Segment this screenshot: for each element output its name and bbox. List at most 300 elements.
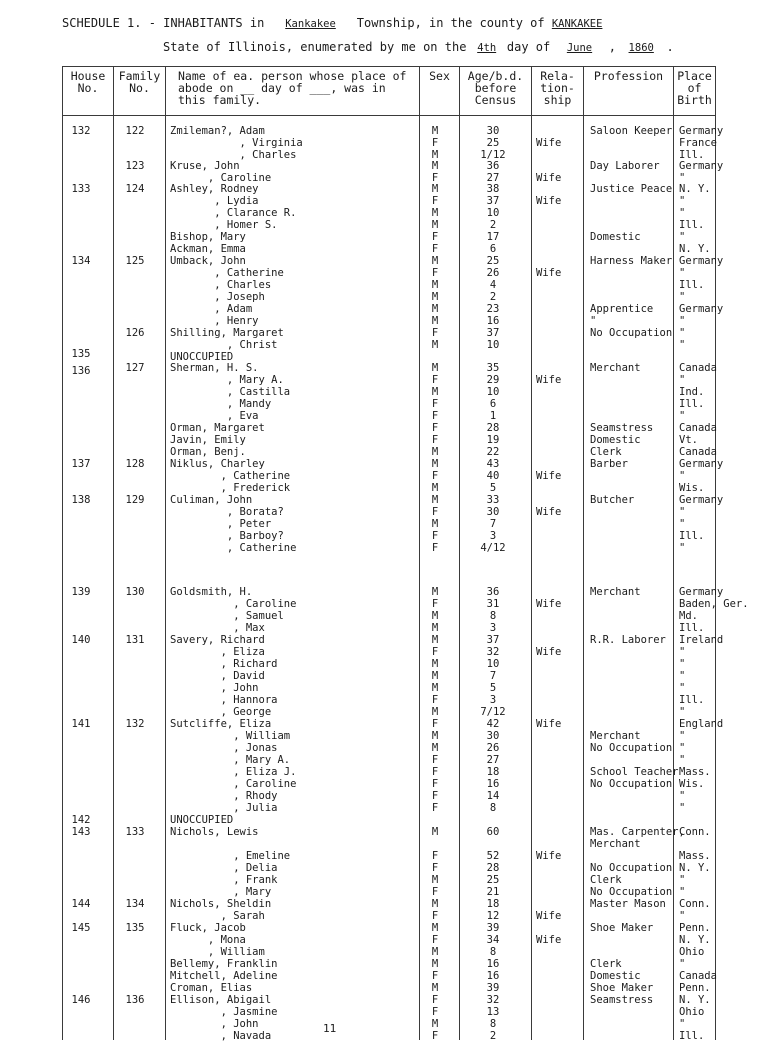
person-name-cell: , David [170,670,265,682]
table-top-rule [62,66,715,67]
relationship-cell: Wife [536,137,562,149]
sex-cell: F [431,970,439,982]
birthplace-cell: Conn. [679,826,711,838]
birthplace-cell: Ohio [679,946,705,958]
column-header-name: Name of ea. person whose place of abode on __ day of ___, was in this family. [178,69,407,107]
birthplace-cell: " [679,874,686,886]
birthplace-cell: " [679,958,686,970]
sex-cell: M [431,219,439,231]
sex-cell: M [431,315,439,327]
house-number-cell: 144 [71,898,91,910]
township-label: Township, in the county of [356,16,545,30]
profession-cell: No Occupation [590,862,673,874]
birthplace-cell: Mass. [679,766,711,778]
family-number-cell: 129 [125,494,145,506]
birthplace-cell: Germany [679,303,724,315]
sex-cell: F [431,470,439,482]
person-name-cell: , Lydia [170,195,259,207]
profession-cell: Saloon Keeper [590,125,673,137]
sex-cell: M [431,125,439,137]
house-number-cell: 134 [71,255,91,267]
sex-cell: F [431,137,439,149]
family-number-cell: 133 [125,826,145,838]
column-header-family: Family No. [118,69,161,95]
person-name-cell: , Delia [170,862,278,874]
age-cell: 40 [486,470,500,482]
age-cell: 2 [489,219,497,231]
profession-cell: Clerk [590,446,622,458]
age-cell: 23 [486,303,500,315]
family-number-cell: 128 [125,458,145,470]
age-cell: 32 [486,994,500,1006]
person-name-cell: , Hannora [170,694,278,706]
sex-cell: F [431,1030,439,1042]
birthplace-cell: " [679,754,686,766]
age-cell: 29 [486,374,500,386]
sex-cell: M [431,874,439,886]
family-number-cell: 135 [125,922,145,934]
person-name-cell: , Peter [170,518,272,530]
birthplace-cell: N. Y. [679,934,711,946]
birthplace-cell: N. Y. [679,994,711,1006]
person-name-cell: Ashley, Rodney [170,183,259,195]
profession-cell: No Occupation [590,778,673,790]
sex-cell: M [431,482,439,494]
sex-cell: M [431,658,439,670]
house-number-cell: 132 [71,125,91,137]
year-value: 1860 [628,42,654,54]
age-cell: 1/12 [480,149,506,161]
age-cell: 17 [486,231,500,243]
sex-cell: M [431,634,439,646]
sex-cell: M [431,255,439,267]
sex-cell: M [431,207,439,219]
age-cell: 8 [489,946,497,958]
sex-cell: F [431,778,439,790]
sex-cell: M [431,586,439,598]
profession-cell: Mas. Carpenter, [590,826,685,838]
person-name-cell: , Jonas [170,742,278,754]
sex-cell: F [431,530,439,542]
profession-cell: Domestic [590,231,641,243]
age-cell: 28 [486,862,500,874]
person-name-cell: , Caroline [170,172,272,184]
age-cell: 6 [489,243,497,255]
column-rule [62,66,63,1040]
age-cell: 19 [486,434,500,446]
house-number-cell: 146 [71,994,91,1006]
column-header-sex: Sex [429,69,450,83]
age-cell: 12 [486,910,500,922]
person-name-cell: , Emeline [170,850,291,862]
sex-cell: F [431,231,439,243]
sex-cell: F [431,790,439,802]
person-name-cell: , Mary A. [170,754,291,766]
profession-cell: Merchant [590,838,641,850]
age-cell: 3 [489,530,497,542]
birthplace-cell: Germany [679,458,724,470]
birthplace-cell: Germany [679,586,724,598]
person-name-cell: Croman, Elias [170,982,253,994]
age-cell: 25 [486,255,500,267]
day-value: 4th [477,42,497,54]
person-name-cell: , Henry [170,315,259,327]
birthplace-cell: " [679,742,686,754]
age-cell: 25 [486,137,500,149]
age-cell: 27 [486,754,500,766]
sex-cell: M [431,386,439,398]
birthplace-cell: " [679,730,686,742]
column-rule [165,66,166,1040]
sex-cell: F [431,398,439,410]
person-name-cell: , Max [170,622,265,634]
county-value: KANKAKEE [551,18,603,30]
age-cell: 28 [486,422,500,434]
age-cell: 8 [489,610,497,622]
relationship-cell: Wife [536,374,562,386]
house-number-cell: 138 [71,494,91,506]
profession-cell: Domestic [590,970,641,982]
family-number-cell: 132 [125,718,145,730]
person-name-cell: , Frank [170,874,278,886]
age-cell: 33 [486,494,500,506]
birthplace-cell: N. Y. [679,243,711,255]
sex-cell: F [431,243,439,255]
age-cell: 18 [486,898,500,910]
header-period: . [666,40,674,54]
birthplace-cell: " [679,518,686,530]
age-cell: 26 [486,267,500,279]
profession-cell: School Teacher [590,766,679,778]
birthplace-cell: Ill. [679,622,705,634]
person-name-cell: , Eva [170,410,259,422]
sex-cell: M [431,610,439,622]
birthplace-cell: Ind. [679,386,705,398]
sex-cell: F [431,934,439,946]
birthplace-cell: Penn. [679,982,711,994]
person-name-cell: Bellemy, Franklin [170,958,278,970]
person-name-cell: , Caroline [170,598,297,610]
relationship-cell: Wife [536,267,562,279]
person-name-cell: Mitchell, Adeline [170,970,278,982]
township-value: Kankakee [285,18,336,30]
age-cell: 14 [486,790,500,802]
sex-cell: F [431,410,439,422]
sex-cell: M [431,826,439,838]
age-cell: 5 [489,682,497,694]
person-name-cell: , Richard [170,658,278,670]
age-cell: 7 [489,518,497,530]
birthplace-cell: " [679,682,686,694]
age-cell: 43 [486,458,500,470]
person-name-cell: UNOCCUPIED [170,814,234,826]
sex-cell: F [431,886,439,898]
column-rule [673,66,674,1040]
sex-cell: F [431,374,439,386]
person-name-cell: Fluck, Jacob [170,922,246,934]
birthplace-cell: " [679,410,686,422]
sex-cell: F [431,802,439,814]
sex-cell: M [431,494,439,506]
age-cell: 2 [489,1030,497,1042]
house-number-cell: 140 [71,634,91,646]
birthplace-cell: Baden, Ger. [679,598,749,610]
sex-cell: F [431,267,439,279]
person-name-cell: , Borata? [170,506,284,518]
birthplace-cell: " [679,790,686,802]
column-rule [419,66,420,1040]
sex-cell: M [431,160,439,172]
profession-cell: Merchant [590,730,641,742]
column-header-house: House No. [70,69,106,95]
profession-cell: Merchant [590,362,641,374]
age-cell: 52 [486,850,500,862]
age-cell: 39 [486,982,500,994]
birthplace-cell: Vt. [679,434,698,446]
family-number-cell: 131 [125,634,145,646]
birthplace-cell: " [679,506,686,518]
birthplace-cell: Canada [679,970,717,982]
profession-cell: Merchant [590,586,641,598]
relationship-cell: Wife [536,850,562,862]
person-name-cell: , Eliza J. [170,766,297,778]
sex-cell: F [431,754,439,766]
person-name-cell: , Samuel [170,610,284,622]
sex-cell: F [431,694,439,706]
column-rule [113,66,114,1040]
sex-cell: M [431,982,439,994]
sex-cell: M [431,670,439,682]
person-name-cell: , John [170,682,259,694]
birthplace-cell: " [679,646,686,658]
age-cell: 16 [486,778,500,790]
sex-cell: F [431,422,439,434]
age-cell: 4 [489,279,497,291]
birthplace-cell: Ill. [679,1030,705,1042]
relationship-cell: Wife [536,718,562,730]
age-cell: 16 [486,958,500,970]
birthplace-cell: Ohio [679,1006,705,1018]
birthplace-cell: N. Y. [679,862,711,874]
sex-cell: M [431,362,439,374]
sex-cell: F [431,862,439,874]
person-name-cell: Niklus, Charley [170,458,265,470]
age-cell: 42 [486,718,500,730]
age-cell: 3 [489,694,497,706]
profession-cell: No Occupation [590,327,673,339]
age-cell: 10 [486,339,500,351]
sex-cell: M [431,518,439,530]
birthplace-cell: " [679,231,686,243]
profession-cell: Day Laborer [590,160,660,172]
profession-cell: " [590,315,597,327]
person-name-cell: , Charles [170,279,272,291]
sex-cell: F [431,327,439,339]
date-comma: , [608,40,616,54]
person-name-cell: , Sarah [170,910,265,922]
month-value: June [566,42,593,54]
birthplace-cell: Ill. [679,530,705,542]
birthplace-cell: Ill. [679,279,705,291]
person-name-cell: , Christ [170,339,278,351]
page-mark: 11 [323,1022,337,1035]
family-number-cell: 123 [125,160,145,172]
age-cell: 38 [486,183,500,195]
sex-cell: M [431,339,439,351]
age-cell: 30 [486,730,500,742]
person-name-cell: , Eliza [170,646,265,658]
birthplace-cell: France [679,137,717,149]
state-label: State of Illinois, enumerated by me on the [163,40,467,54]
age-cell: 3 [489,622,497,634]
column-header-profession: Profession [593,69,664,83]
age-cell: 6 [489,398,497,410]
person-name-cell: , Julia [170,802,278,814]
relationship-cell: Wife [536,470,562,482]
house-number-cell: 133 [71,183,91,195]
person-name-cell: , Catherine [170,542,297,554]
person-name-cell: Orman, Margaret [170,422,265,434]
birthplace-cell: Conn. [679,898,711,910]
birthplace-cell: " [679,658,686,670]
family-number-cell: 122 [125,125,145,137]
column-header-age: Age/b.d. before Census [467,69,524,107]
birthplace-cell: " [679,267,686,279]
birthplace-cell: Penn. [679,922,711,934]
enumeration-line [163,40,674,54]
sex-cell: F [431,850,439,862]
sex-cell: F [431,910,439,922]
person-name-cell: , Mary [170,886,272,898]
age-cell: 25 [486,874,500,886]
sex-cell: M [431,946,439,958]
profession-cell: Clerk [590,958,622,970]
column-rule [459,66,460,1040]
sex-cell: M [431,958,439,970]
sex-cell: M [431,898,439,910]
birthplace-cell: " [679,195,686,207]
sex-cell: M [431,183,439,195]
age-cell: 37 [486,634,500,646]
family-number-cell: 130 [125,586,145,598]
profession-cell: Shoe Maker [590,922,654,934]
person-name-cell: Nichols, Sheldin [170,898,272,910]
age-cell: 18 [486,766,500,778]
age-cell: 7/12 [480,706,506,718]
birthplace-cell: Ill. [679,694,705,706]
age-cell: 21 [486,886,500,898]
person-name-cell: , Jasmine [170,1006,278,1018]
schedule-title-line [62,16,638,30]
profession-cell: Justice Peace [590,183,673,195]
relationship-cell: Wife [536,910,562,922]
relationship-cell: Wife [536,172,562,184]
person-name-cell: Nichols, Lewis [170,826,259,838]
birthplace-cell: Wis. [679,778,705,790]
column-rule [531,66,532,1040]
person-name-cell: Zmileman?, Adam [170,125,265,137]
birthplace-cell: " [679,542,686,554]
person-name-cell: Umback, John [170,255,246,267]
sex-cell: M [431,730,439,742]
sex-cell: F [431,994,439,1006]
birthplace-cell: " [679,291,686,303]
age-cell: 1 [489,410,497,422]
birthplace-cell: N. Y. [679,183,711,195]
person-name-cell: Kruse, John [170,160,240,172]
person-name-cell: Sutcliffe, Eliza [170,718,272,730]
age-cell: 10 [486,207,500,219]
birthplace-cell: " [679,172,686,184]
house-number-cell: 141 [71,718,91,730]
age-cell: 16 [486,970,500,982]
person-name-cell: , Barboy? [170,530,284,542]
house-number-cell: 145 [71,922,91,934]
person-name-cell: UNOCCUPIED [170,351,234,363]
birthplace-cell: Ill. [679,398,705,410]
family-number-cell: 125 [125,255,145,267]
person-name-cell: , Navada [170,1030,272,1042]
birthplace-cell: Canada [679,446,717,458]
birthplace-cell: Mass. [679,850,711,862]
person-name-cell: , Mandy [170,398,272,410]
family-number-cell: 134 [125,898,145,910]
birthplace-cell: " [679,802,686,814]
person-name-cell: Savery, Richard [170,634,265,646]
person-name-cell: , Homer S. [170,219,278,231]
birthplace-cell: Ill. [679,149,705,161]
person-name-cell: , Rhody [170,790,278,802]
profession-cell: Butcher [590,494,635,506]
family-number-cell: 136 [125,994,145,1006]
relationship-cell: Wife [536,195,562,207]
person-name-cell: Ellison, Abigail [170,994,272,1006]
person-name-cell: , Catherine [170,470,291,482]
column-rule [583,66,584,1040]
person-name-cell: , Caroline [170,778,297,790]
age-cell: 34 [486,934,500,946]
age-cell: 27 [486,172,500,184]
person-name-cell: Shilling, Margaret [170,327,284,339]
age-cell: 8 [489,802,497,814]
age-cell: 30 [486,125,500,137]
person-name-cell: Orman, Benj. [170,446,246,458]
sex-cell: M [431,279,439,291]
profession-cell: Clerk [590,874,622,886]
age-cell: 37 [486,195,500,207]
age-cell: 26 [486,742,500,754]
birthplace-cell: Germany [679,125,724,137]
relationship-cell: Wife [536,598,562,610]
birthplace-cell: Germany [679,255,724,267]
birthplace-cell: " [679,339,686,351]
person-name-cell: , Virginia [170,137,303,149]
birthplace-cell: England [679,718,724,730]
sex-cell: M [431,149,439,161]
birthplace-cell: " [679,706,686,718]
house-number-cell: 137 [71,458,91,470]
age-cell: 16 [486,315,500,327]
sex-cell: F [431,172,439,184]
person-name-cell: Culiman, John [170,494,253,506]
sex-cell: M [431,1018,439,1030]
profession-cell: Domestic [590,434,641,446]
family-number-cell: 127 [125,362,145,374]
table-header-rule [62,115,715,116]
profession-cell: Barber [590,458,628,470]
birthplace-cell: " [679,910,686,922]
person-name-cell: , Clarance R. [170,207,297,219]
